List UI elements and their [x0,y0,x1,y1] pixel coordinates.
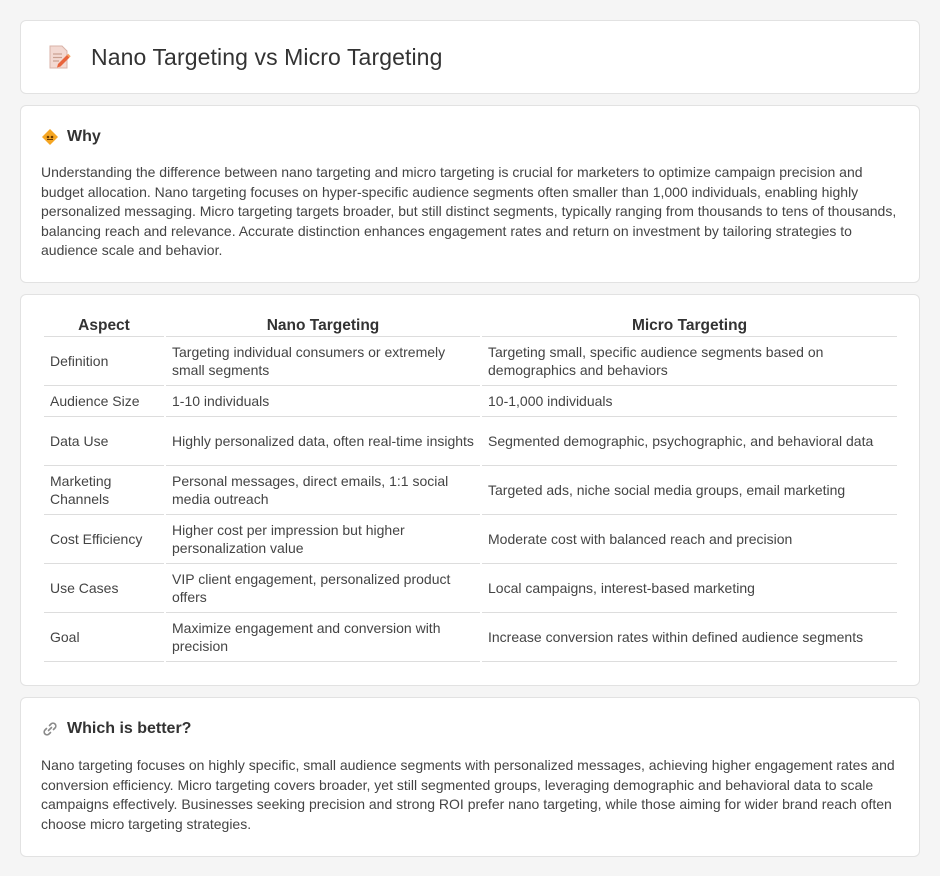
better-heading [41,720,899,738]
header-aspect: Aspect [44,315,164,337]
cell-aspect: Data Use [44,417,164,466]
table-header-row [44,315,897,337]
table-row [44,515,897,564]
page-title: Nano Targeting vs Micro Targeting [91,43,443,70]
cell-nano: Personal messages, direct emails, 1:1 social media outreach [166,466,480,515]
document-pencil-icon [47,44,71,70]
better-text: Nano targeting focuses on highly specific, small audience segments with personalized messages, achieving higher engagement rates and conversion efficiency. Micro targeting covers broader, yet still segmented groups, leveraging demographic and behavioral data to scale campaigns effectively. Businesses seeking precision and strong ROI prefer nano targeting, while those aiming for wider brand reach often choose micro targeting strategies. [41,757,895,832]
better-title: Which is better? [67,720,192,737]
table-row [44,564,897,613]
cell-micro: Targeting small, specific audience segments based on demographics and behaviors [482,337,897,386]
link-icon [41,720,59,738]
cell-aspect: Use Cases [44,564,164,613]
comparison-table [42,315,899,662]
cell-micro: 10-1,000 individuals [482,386,897,417]
table-row [44,613,897,662]
cell-nano: Highly personalized data, often real-time insights [166,417,480,466]
cell-nano: Targeting individual consumers or extremely small segments [166,337,480,386]
cell-nano: Higher cost per impression but higher personalization value [166,515,480,564]
cell-micro: Targeted ads, niche social media groups, email marketing [482,466,897,515]
why-text: Understanding the difference between nano targeting and micro targeting is crucial for marketers to optimize campaign precision and budget allocation. Nano targeting focuses on hyper-specific audience segments often smaller than 1,000 individuals, enabling highly personalized messaging. Micro targeting targets broader, but still distinct segments, typically ranging from thousands to tens of thousands, balancing reach and relevance. Accurate distinction enhances engagement rates and return on investment by tailoring strategies to audience scale and behavior. [41,164,897,258]
cell-micro: Moderate cost with balanced reach and precision [482,515,897,564]
why-section [20,105,920,283]
table-row [44,466,897,515]
cell-aspect: Goal [44,613,164,662]
cell-micro: Increase conversion rates within defined audience segments [482,613,897,662]
header-micro: Micro Targeting [482,315,897,337]
table-row [44,337,897,386]
why-heading [41,128,899,146]
comparison-table-card [20,294,920,686]
table-row [44,417,897,466]
title-card [20,20,920,94]
table-row [44,386,897,417]
cell-aspect: Audience Size [44,386,164,417]
cell-micro: Local campaigns, interest-based marketing [482,564,897,613]
cell-aspect: Marketing Channels [44,466,164,515]
cell-nano: 1-10 individuals [166,386,480,417]
which-is-better-section [20,697,920,857]
diamond-icon [41,128,59,146]
cell-aspect: Definition [44,337,164,386]
why-title: Why [67,128,101,145]
cell-nano: VIP client engagement, personalized product offers [166,564,480,613]
cell-nano: Maximize engagement and conversion with precision [166,613,480,662]
header-nano: Nano Targeting [166,315,480,337]
cell-micro: Segmented demographic, psychographic, and behavioral data [482,417,897,466]
cell-aspect: Cost Efficiency [44,515,164,564]
